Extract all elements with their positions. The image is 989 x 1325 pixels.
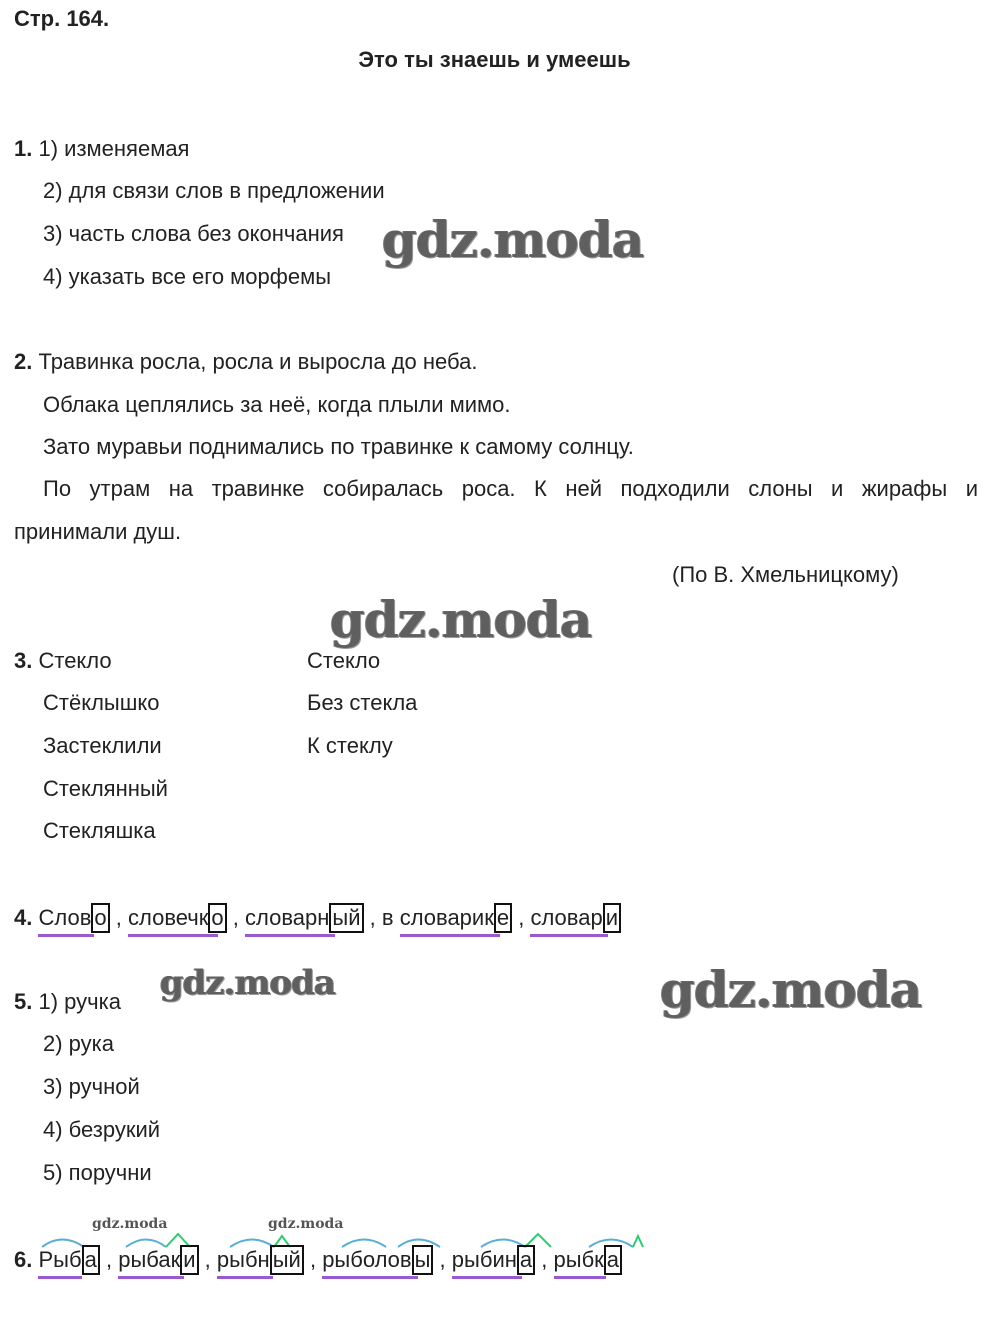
task4-number: 4.	[14, 905, 33, 930]
word-ending: о	[208, 903, 226, 933]
task3-left-word: Стекляшка	[43, 818, 156, 843]
task6-line	[14, 1245, 622, 1275]
word-ending: и	[180, 1245, 198, 1275]
task1-item: 1) изменяемая	[38, 136, 190, 161]
task1-item: 2) для связи слов в предложении	[43, 178, 385, 203]
root-underline	[322, 1276, 418, 1279]
task3-left-word: Стёклышко	[43, 690, 160, 715]
word-stem: рыбак	[118, 1247, 181, 1272]
task3-left-word: Застеклили	[43, 733, 162, 758]
task3-right-word: К стеклу	[307, 733, 393, 758]
task5-item: 1) ручка	[38, 989, 121, 1014]
task5-number: 5.	[14, 989, 33, 1014]
task6-word	[554, 1245, 623, 1275]
separator: ,	[369, 905, 376, 930]
separator: ,	[541, 1247, 548, 1272]
task6-word	[452, 1245, 535, 1275]
task2-sentence: принимали душ.	[14, 519, 182, 544]
watermark-logo: gdz.moda	[660, 960, 922, 1019]
word-root: словечк	[128, 905, 209, 930]
task5-item: 2) рука	[43, 1031, 115, 1056]
task5-item: 4) безрукий	[43, 1117, 161, 1142]
word-ending: а	[82, 1245, 100, 1275]
watermark-logo-small: gdz.moda	[92, 1216, 168, 1232]
word-ending: е	[494, 903, 512, 933]
root-underline	[38, 1276, 82, 1279]
word-ending: а	[604, 1245, 622, 1275]
task3-right-word: Стекло	[307, 648, 381, 673]
word-root: словар	[530, 905, 603, 930]
task3-left-word: Стекло	[38, 648, 112, 673]
word-stem: рыбк	[553, 1247, 604, 1272]
task6-word	[322, 1245, 433, 1275]
root-underline	[217, 1276, 273, 1279]
task2-sentence: Зато муравьи поднимались по травинке к самому солнцу.	[43, 434, 634, 459]
task6-number: 6.	[14, 1247, 33, 1272]
separator: ,	[105, 1247, 113, 1272]
word-stem: рыболов	[322, 1247, 412, 1272]
word-stem: Рыб	[38, 1247, 82, 1272]
separator: ,	[204, 1247, 211, 1272]
task2-number: 2.	[14, 349, 33, 374]
task1-number: 1.	[14, 136, 33, 161]
watermark-logo: gdz.moda	[160, 963, 336, 1003]
page-number: Стр. 164.	[14, 6, 110, 31]
task5-item: 5) поручни	[43, 1160, 152, 1185]
task2-sentence: Облака цеплялись за неё, когда плыли мимо.	[43, 392, 511, 417]
separator: ,	[439, 1247, 446, 1272]
word-root: Слов	[38, 905, 92, 930]
word-root: словарик	[399, 905, 494, 930]
watermark-logo: gdz.moda	[382, 210, 644, 269]
task3-number: 3.	[14, 648, 33, 673]
task6-word	[118, 1245, 198, 1275]
word-ending: ы	[412, 1245, 434, 1275]
watermark-logo: gdz.moda	[330, 590, 592, 649]
word-ending: и	[603, 903, 621, 933]
task2-author: (По В. Хмельницкому)	[672, 562, 899, 587]
task1-item: 3) часть слова без окончания	[43, 221, 344, 246]
word-stem: рыбин	[451, 1247, 517, 1272]
task3-left-word: Стеклянный	[43, 776, 168, 801]
separator: ,	[232, 905, 239, 930]
root-underline	[452, 1276, 522, 1279]
task1-item: 4) указать все его морфемы	[43, 264, 332, 289]
root-underline	[554, 1276, 606, 1279]
root-underline	[118, 1276, 184, 1279]
word-ending: ый	[329, 903, 363, 933]
word-ending: а	[517, 1245, 535, 1275]
word-root: словарн	[245, 905, 330, 930]
task2-sentence: Травинка росла, росла и выросла до неба.	[38, 349, 478, 374]
task2-sentence: По утрам на травинке собиралась роса. К ней подходили слоны и жирафы и	[43, 476, 978, 501]
word-ending: ый	[270, 1245, 304, 1275]
page-title: Это ты знаешь и умеешь	[358, 47, 631, 72]
task6-word	[38, 1245, 99, 1275]
task6-word	[217, 1245, 304, 1275]
task3-right-word: Без стекла	[307, 690, 418, 715]
task5-item: 3) ручной	[43, 1074, 140, 1099]
word-prefix: в	[381, 905, 400, 930]
word-ending: о	[91, 903, 109, 933]
watermark-logo-small: gdz.moda	[268, 1216, 344, 1232]
word-stem: рыбн	[216, 1247, 270, 1272]
separator: ,	[309, 1247, 317, 1272]
separator: ,	[518, 905, 525, 930]
separator: ,	[115, 905, 122, 930]
suffix-mark	[633, 1236, 643, 1247]
